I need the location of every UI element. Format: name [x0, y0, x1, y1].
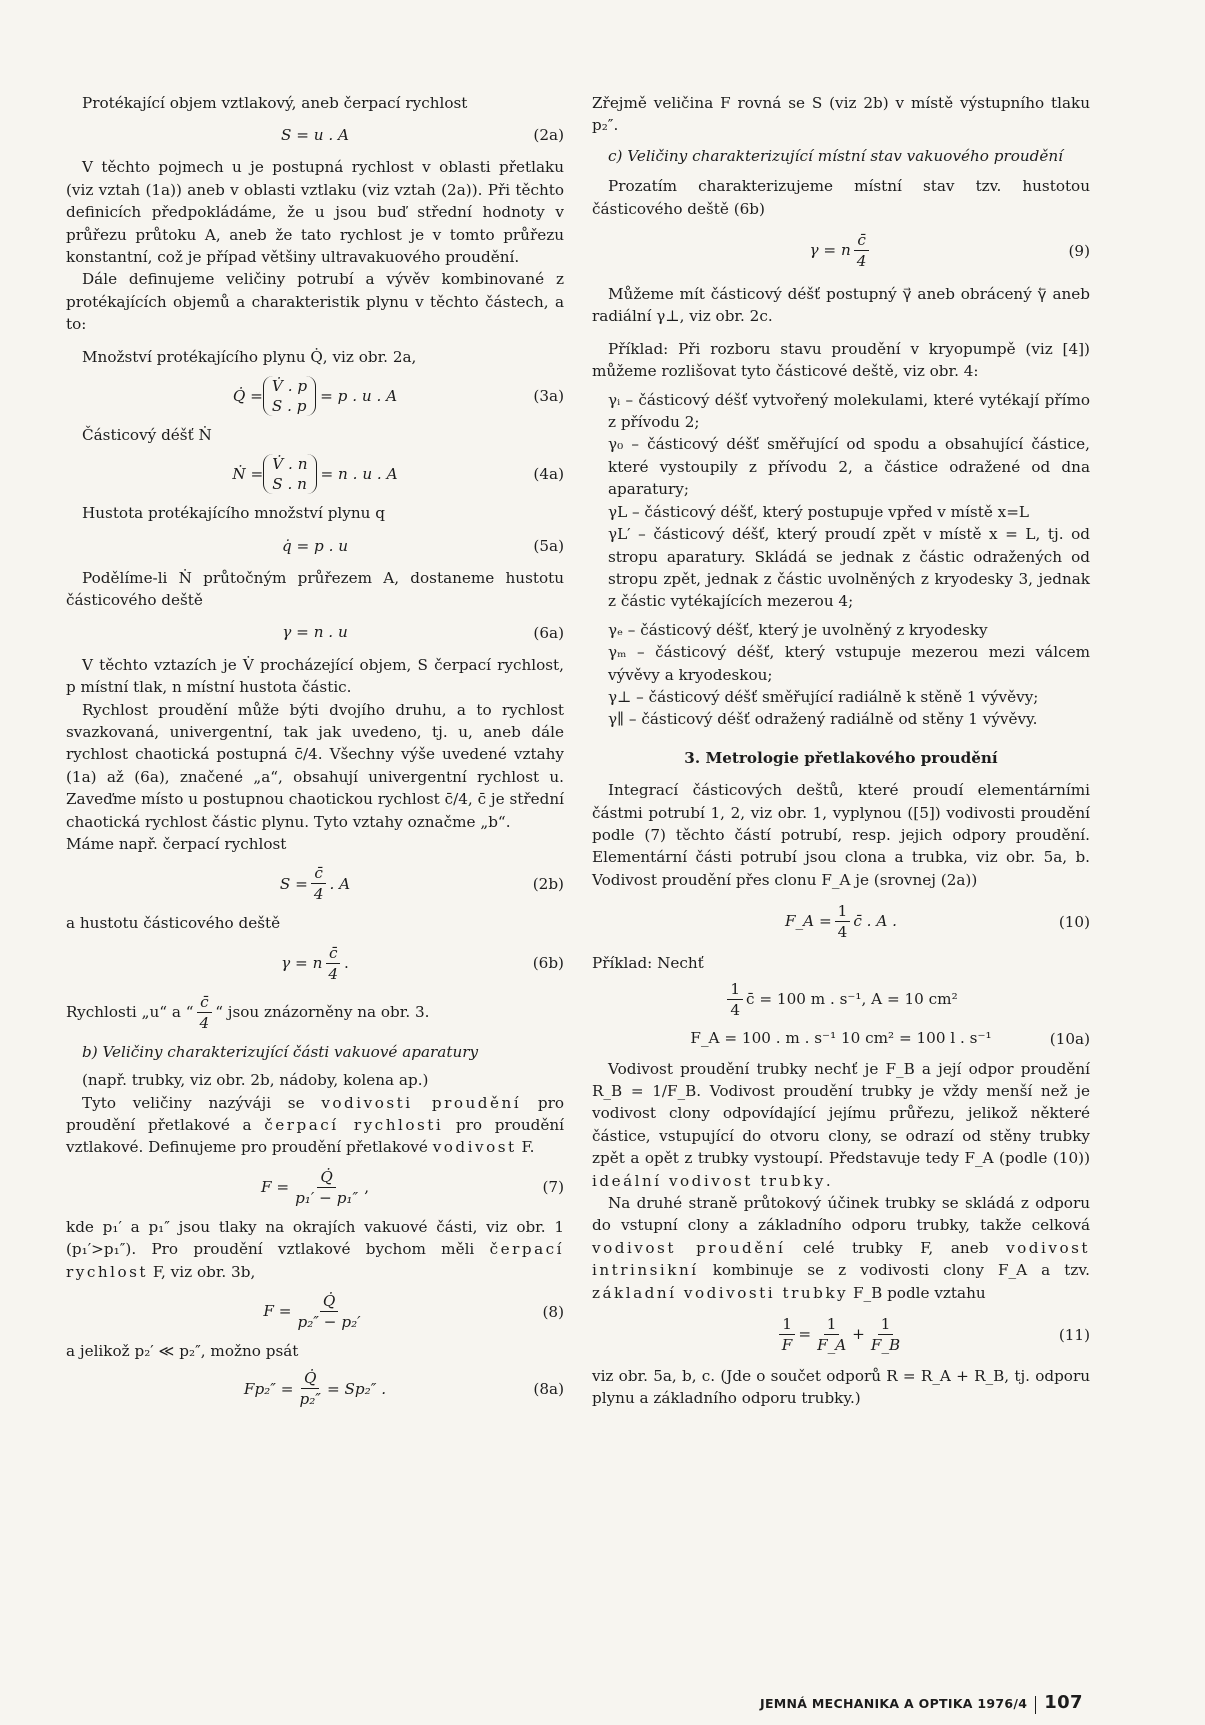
denominator: F_B — [870, 1336, 901, 1355]
fraction — [311, 863, 327, 904]
text-run: Tyto veličiny nazýváji se — [82, 1093, 322, 1112]
brace-top: V̇ . n — [272, 455, 308, 474]
equation-lhs: Q̇ = — [232, 386, 263, 405]
section-heading: 3. Metrologie přetlakového proudění — [684, 748, 998, 767]
paragraph — [592, 1058, 1090, 1192]
paragraph: a jelikož p₂′ ≪ p₂″, možno psát — [66, 1342, 299, 1360]
fraction — [835, 901, 851, 942]
numerator: 1 — [835, 901, 851, 922]
equation-rhs: = p . u . A — [320, 386, 398, 405]
list-item: γ∥ – částicový déšť odražený radiálně od stěny 1 vývěvy. — [608, 710, 1038, 729]
equation-number: (11) — [1058, 1325, 1090, 1344]
list-item: γL′ – částicový déšť, který proudí zpět v místě x = L, tj. od stropu aparatury. Skládá se jednak z částic odražených od stropu zpět, jednak z částic uvolněných z kryodesky 3, jednak z částic vytékajících mezerou 4; — [608, 525, 1090, 611]
text-run-spaced: vodivost proudění — [592, 1238, 786, 1257]
denominator: F_A — [817, 1336, 847, 1355]
list-item: γL – částicový déšť, který postupuje vpřed v místě x=L — [608, 502, 1030, 521]
numerator: 1 — [878, 1314, 894, 1335]
paragraph — [592, 1192, 1090, 1304]
fraction — [779, 1314, 796, 1355]
text-run-spaced: ideální vodivost trubky — [592, 1171, 826, 1190]
equation-10a — [592, 1026, 1090, 1052]
equation-lhs: γ = n — [281, 954, 323, 973]
paragraph: Hustota protékajícího množství plynu q — [82, 504, 385, 523]
equation-body: q̇ = p . u — [281, 536, 349, 555]
paragraph-velocities — [66, 992, 564, 1033]
equation-rhs: . A — [329, 874, 351, 893]
equation-number: (6a) — [533, 623, 564, 642]
equation-number: (8a) — [533, 1379, 564, 1398]
equation-2a — [66, 122, 564, 148]
denominator: p₁′ − p₁″ — [295, 1188, 359, 1207]
fraction — [727, 979, 743, 1020]
denominator: 4 — [856, 252, 867, 271]
paragraph: a hustotu částicového deště — [66, 914, 281, 933]
denominator: 4 — [328, 964, 339, 983]
paragraph: (např. trubky, viz obr. 2b, nádoby, kolena ap.) — [82, 1071, 429, 1090]
equation-body: S = u . A — [280, 126, 350, 145]
fraction — [296, 1368, 323, 1409]
text-run: pro proudění přetlakové a — [66, 1093, 564, 1134]
text-run: kombinuje se z vodivosti clony F_A a tzv. — [698, 1261, 1090, 1280]
equation-lhs: Ṅ = — [232, 465, 264, 484]
equation-4a — [66, 454, 564, 494]
text-run-spaced: základní vodivosti trubky — [592, 1283, 849, 1302]
equation-number: (2a) — [533, 126, 564, 145]
fraction — [292, 1167, 361, 1208]
text-run: “ jsou znázorněny na obr. 3. — [215, 1003, 430, 1022]
denominator: p₂″ − p₂′ — [297, 1313, 361, 1331]
plus-sign: + — [852, 1325, 865, 1344]
numerator: c̄ — [311, 863, 326, 884]
text-run: F_B podle vztahu — [848, 1283, 986, 1302]
right-column — [592, 92, 1090, 1410]
equation-6b — [66, 943, 564, 984]
numerator: 1 — [727, 979, 743, 1000]
equation-lhs: S = — [279, 874, 308, 893]
paragraph: Částicový déšť Ṅ — [82, 426, 212, 445]
list-item: γₘ – částicový déšť, který vstupuje mezerou mezi válcem vývěvy a kryodeskou; — [608, 643, 1090, 684]
equation-8a — [66, 1368, 564, 1409]
text-run-spaced: vodivost intrinsikní — [592, 1238, 1090, 1280]
paragraph: Zřejmě veličina F rovná se S (viz 2b) v místě výstupního tlaku p₂″. — [592, 94, 1090, 135]
equation-10 — [592, 901, 1090, 942]
equation-5a — [66, 533, 564, 559]
numerator: Q̇ — [320, 1291, 338, 1312]
equation-number: (6b) — [532, 954, 564, 973]
brace-top: V̇ . p — [271, 377, 308, 396]
text-run: pro proudění vztlakové. Definujeme pro proudění přetlakové — [66, 1115, 564, 1157]
denominator: 4 — [730, 1000, 741, 1019]
text-run: F, viz obr. 3b, — [148, 1262, 256, 1281]
text-run-spaced: čerpací rychlost — [66, 1240, 564, 1281]
page-number: 107 — [1044, 1692, 1083, 1713]
text-run: Rychlosti „u“ a “ — [66, 1003, 194, 1022]
fraction — [868, 1314, 903, 1355]
equation-number: (5a) — [533, 536, 564, 555]
equals-sign: = — [798, 1325, 812, 1344]
paragraph: Máme např. čerpací rychlost — [66, 834, 287, 853]
brace-group — [263, 454, 316, 494]
equation-3a — [66, 376, 564, 416]
numerator: 1 — [779, 1314, 795, 1335]
text-run: kde p₁′ a p₁″ jsou tlaky na okrajích vakuové části, viz obr. 1 (p₁′>p₁″). Pro proudění vztlakové bychom měli — [66, 1217, 564, 1259]
fraction — [325, 943, 341, 984]
equation-6a — [66, 620, 564, 646]
equation-body: γ = n . u — [282, 623, 348, 642]
equation-lhs: F = — [263, 1302, 292, 1321]
equation-example — [592, 979, 1090, 1020]
paragraph — [66, 1216, 564, 1283]
equation-lhs: F = — [260, 1178, 290, 1197]
journal-name: JEMNÁ MECHANIKA A OPTIKA 1976/4 — [760, 1696, 1028, 1711]
equation-11 — [592, 1314, 1090, 1355]
equation-8 — [66, 1291, 564, 1332]
numerator: Q̇ — [317, 1167, 335, 1188]
paragraph: Rychlost proudění může býti dvojího druhu, a to rychlost svazkovaná, univergentní, tak jak uvedeno, tj. u, aneb dále rychlost chaotická postupná c̄/4. Všechny výše uvedené vztahy (1a) až (6a), značené „a“, obsahují univergentní rychlost u. Zaveďme místo u postupnou chaotickou rychlost c̄/4, c̄ je střední chaotická rychlost částic plynu. Tyto vztahy označme „b“. — [66, 700, 564, 831]
equation-7 — [66, 1167, 564, 1208]
equation-number: (10) — [1058, 912, 1090, 931]
paragraph: Podělíme-li Ṅ průtočným průřezem A, dostaneme hustotu částicového deště — [66, 568, 564, 610]
footer-divider — [1035, 1696, 1036, 1714]
fraction — [197, 992, 213, 1033]
paragraph: Prozatím charakterizujeme místní stav tzv. hustotou částicového deště (6b) — [592, 177, 1090, 218]
equation-number: (7) — [542, 1178, 564, 1197]
paragraph: Protékající objem vztlakový, aneb čerpací rychlost — [82, 94, 468, 112]
numerator: 1 — [824, 1314, 840, 1335]
subsection-heading: b) Veličiny charakterizující části vakuové aparatury — [82, 1042, 479, 1061]
numerator: Q̇ — [301, 1368, 319, 1389]
text-run: celé trubky F, aneb — [785, 1238, 1007, 1257]
equation-lhs: F_A = — [785, 912, 832, 931]
brace-group — [263, 376, 316, 416]
equation-number: (2b) — [532, 874, 564, 893]
brace-bottom: S . p — [271, 397, 307, 416]
paragraph: Množství protékajícího plynu Q̇, viz obr. 2a, — [82, 347, 417, 366]
equation-number: (8) — [542, 1302, 564, 1321]
text-run-spaced: vodivosti proudění — [321, 1093, 522, 1112]
equation-number: (3a) — [533, 386, 564, 405]
list-item: γᵢ – částicový déšť vytvořený molekulami, které vytékají přímo z přívodu 2; — [608, 390, 1090, 432]
fraction — [854, 230, 870, 271]
list-item: γ⊥ – částicový déšť směřující radiálně k stěně 1 vývěvy; — [608, 687, 1039, 706]
equation-lhs: γ = n — [809, 241, 851, 260]
denominator: F — [781, 1336, 793, 1355]
numerator: c̄ — [854, 230, 869, 251]
equation-number: (9) — [1068, 241, 1090, 260]
denominator: 4 — [313, 885, 324, 904]
denominator: p₂″ — [299, 1390, 321, 1409]
equation-rhs: c̄ . A . — [853, 912, 897, 931]
equation-rhs: = n . u . A — [320, 465, 398, 484]
denominator: 4 — [199, 1013, 210, 1032]
numerator: c̄ — [326, 943, 341, 964]
paragraph: V těchto pojmech u je postupná rychlost v oblasti přetlaku (viz vztah (1a)) aneb v oblasti vztlaku (viz vztah (2a)). Při těchto definicích předpokládáme, že u jsou buď střední hodnoty v průřezu průtoku A, aneb že tato rychlost je v tomto průřezu konstantní, což je případ většiny ultravakuového proudění. — [66, 158, 564, 267]
equation-9 — [592, 230, 1090, 271]
paragraph: Můžeme mít částicový déšť postupný γ⃗ aneb obrácený γ⃖ aneb radiální γ⊥, viz obr. 2c. — [592, 285, 1090, 326]
text-run: Na druhé straně průtokový účinek trubky se skládá z odporu do vstupní clony a základního odporu trubky, takže celková — [592, 1194, 1090, 1235]
paragraph: Příklad: Nechť — [592, 954, 704, 973]
page-footer — [760, 1692, 1083, 1714]
paragraph: viz obr. 5a, b, c. (Jde o součet odporů R = R_A + R_B, tj. odporu plynu a základního odporu trubky.) — [592, 1367, 1090, 1408]
paragraph — [66, 1092, 564, 1159]
paragraph: Příklad: Při rozboru stavu proudění v kryopumpě (viz [4]) můžeme rozlišovat tyto částicové deště, viz obr. 4: — [592, 339, 1090, 381]
equation-rhs: , — [364, 1178, 370, 1197]
list-item: γₑ – částicový déšť, který je uvolněný z kryodesky — [608, 620, 988, 639]
equation-2b — [66, 863, 564, 904]
subsection-heading: c) Veličiny charakterizující místní stav vakuového proudění — [608, 146, 1064, 165]
text-run: . — [825, 1171, 831, 1190]
left-column — [66, 92, 564, 1415]
text-run: F. — [516, 1138, 535, 1157]
fraction — [294, 1291, 363, 1332]
brace-bottom: S . n — [272, 475, 307, 494]
text-run-spaced: čerpací rychlosti — [264, 1115, 444, 1134]
equation-body: F_A = 100 . m . s⁻¹ 10 cm² = 100 l . s⁻¹ — [690, 1029, 992, 1048]
fraction — [814, 1314, 849, 1355]
paragraph: Integrací částicových deštů, které proudí elementárními částmi potrubí 1, 2, viz obr. 1, vyplynou ([5]) vodivosti proudění podle (7) těchto částí potrubí, resp. jejich odpory proudění. Elementární části potrubí jsou clona a trubka, viz obr. 5a, b. Vodivost proudění přes clonu F_A je (srovnej (2a)) — [592, 781, 1090, 889]
denominator: 4 — [837, 923, 848, 942]
equation-number: (4a) — [533, 465, 564, 484]
paragraph: V těchto vztazích je V̇ procházející objem, S čerpací rychlost, p místní tlak, n místní hustota částic. — [66, 655, 564, 697]
paragraph: Dále definujeme veličiny potrubí a vývěv kombinované z protékajících objemů a charakteristik plynu v těchto částech, a to: — [66, 270, 564, 334]
equation-number: (10a) — [1049, 1029, 1090, 1048]
text-run: Vodivost proudění trubky nechť je F_B a její odpor proudění R_B = 1/F_B. Vodivost proudění trubky je vždy menší než je vodivost clony odpovídající jejímu průřezu, jelikož některé částice, vstupující do otvoru clony, se odrazí od stěny trubky zpět a opět z trubky vystoupí. Představuje tedy F_A (podle (10)) — [592, 1059, 1090, 1168]
equation-rhs: . — [344, 954, 349, 973]
equation-rhs: c̄ = 100 m . s⁻¹, A = 10 cm² — [746, 989, 958, 1008]
numerator: c̄ — [197, 992, 212, 1013]
list-item: γ₀ – částicový déšť směřující od spodu a obsahující částice, které vystoupily z přívodu 2, a částice odražené od dna aparatury; — [608, 435, 1090, 499]
text-run-spaced: vodivost — [432, 1138, 517, 1157]
equation-rhs: = Sp₂″ . — [326, 1379, 387, 1398]
equation-lhs: Fp₂″ = — [243, 1379, 294, 1398]
